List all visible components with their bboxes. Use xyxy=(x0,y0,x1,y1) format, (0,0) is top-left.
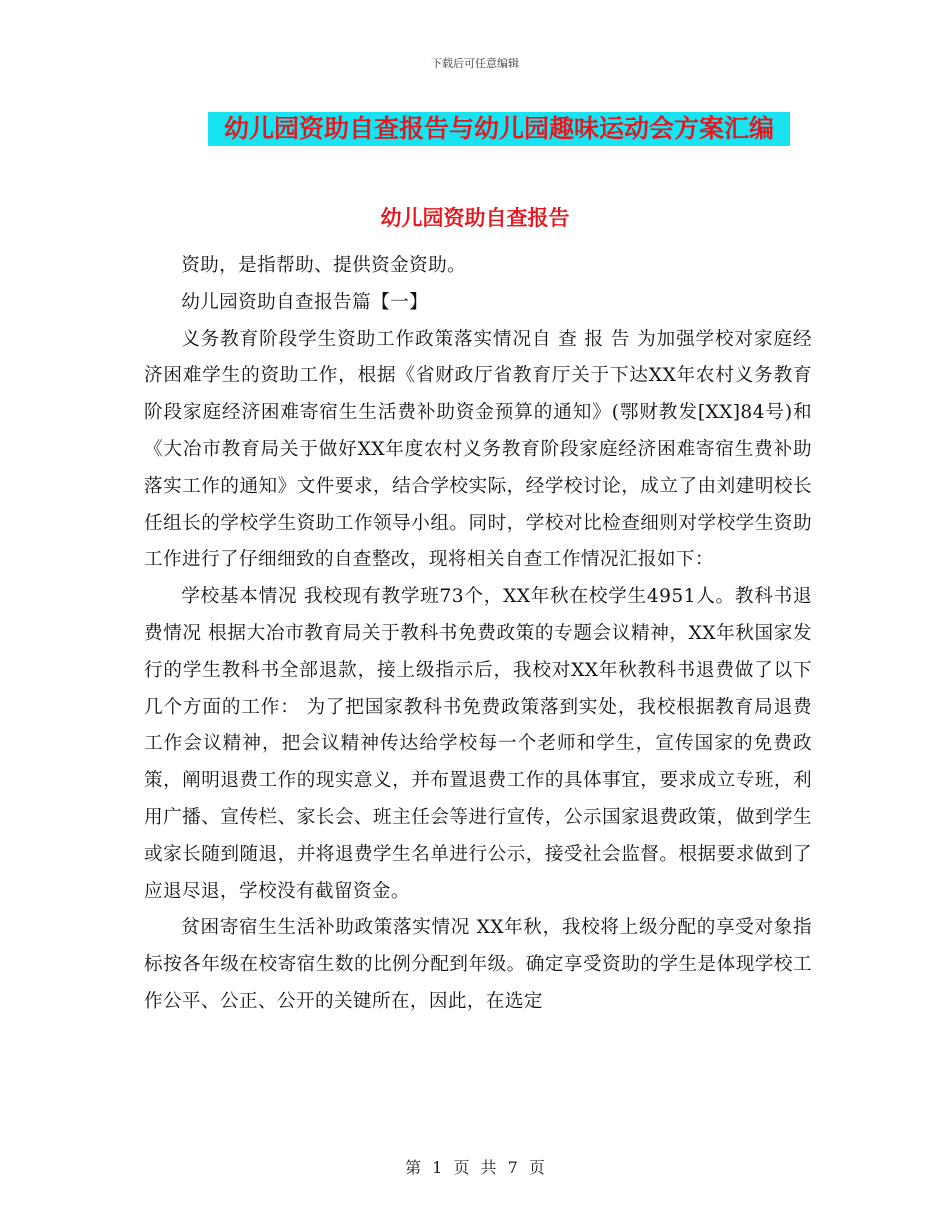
header-note: 下载后可任意编辑 xyxy=(431,57,519,70)
page-footer: 第 1 页 共 7 页 xyxy=(405,1158,545,1177)
section-title: 幼儿园资助自查报告 xyxy=(380,205,570,230)
paragraph-subsidy: 贫困寄宿生生活补助政策落实情况 XX年秋，我校将上级分配的享受对象指标按各年级在校寄宿生数的比例分配到年级。确定享受资助的学生是体现学校工作公平、公正、公开的关键所在，因此，在选定 xyxy=(144,917,812,1012)
body-text xyxy=(144,248,812,1021)
paragraph-heading: 幼儿园资助自查报告篇【一】 xyxy=(181,291,429,313)
paragraph-definition: 资助，是指帮助、提供资金资助。 xyxy=(181,255,467,276)
paragraph-intro: 义务教育阶段学生资助工作政策落实情况自 查 报 告 为加强学校对家庭经济困难学生的资助工作，根据《省财政厅省教育厅关于下达XX年农村义务教育阶段家庭经济困难寄宿生生活费补助资金预算的通知》(鄂财教发[XX]84号)和《大冶市教育局关于做好XX年度农村义务教育阶段家庭经济困难寄宿生费补助落实工作的通知》文件要求，结合学校实际，经学校讨论，成立了由刘建明校长任组长的学校学生资助工作领导小组。同时，学校对比检查细则对学校学生资助工作进行了仔细细致的自查整改，现将相关自查工作情况汇报如下： xyxy=(144,328,812,571)
document-title: 幼儿园资助自查报告与幼儿园趣味运动会方案汇编 xyxy=(208,112,790,146)
paragraph-basic-info: 学校基本情况 我校现有教学班73个，XX年秋在校学生4951人。教科书退费情况 根据大冶市教育局关于教科书免费政策的专题会议精神，XX年秋国家发行的学生教科书全部退款，接上级指示后，我校对XX年秋教科书退费做了以下几个方面的工作： 为了把国家教科书免费政策落到实处，我校根据教育局退费工作会议精神，把会议精神传达给学校每一个老师和学生，宣传国家的免费政策，阐明退费工作的现实意义，并布置退费工作的具体事宜，要求成立专班，利用广播、宣传栏、家长会、班主任会等进行宣传，公示国家退费政策，做到学生或家长随到随退，并将退费学生名单进行公示，接受社会监督。根据要求做到了应退尽退，学校没有截留资金。 xyxy=(144,586,812,902)
